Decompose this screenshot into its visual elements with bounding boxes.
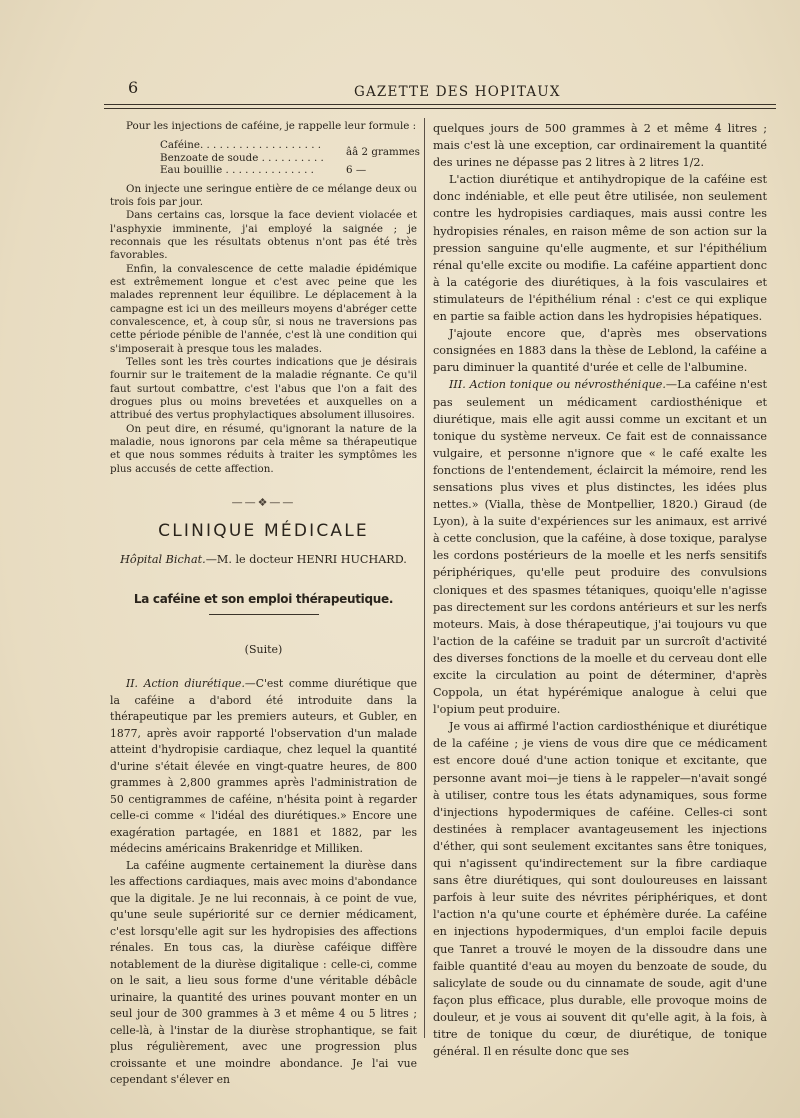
section-ornament: ——❖——: [231, 496, 296, 510]
paragraph: J'ajoute encore que, d'après mes observations consignées en 1883 dans la thèse de Leblond, la caféine a paru diminuer la quantité d'urée et celle de l'albumine.: [433, 327, 767, 375]
formula-row-cafeine: Caféine. . . . . . . . . . . . . . . . . . .: [160, 139, 322, 152]
paragraph: [433, 376, 767, 718]
article-title: La caféine et son emploi thérapeutique.: [133, 592, 394, 607]
formula-quantity-eau: 6 —: [346, 164, 367, 177]
paragraph: On peut dire, en résumé, qu'ignorant la nature de la maladie, nous ignorons par cela même sa thérapeutique et que nous sommes réduits à traiter les symptômes les plus accusés de cette affection.: [110, 422, 417, 475]
formula-quantity-shared: ââ 2 grammes: [346, 145, 420, 158]
paragraph: Dans certains cas, lorsque la face devient violacée et l'asphyxie imminente, j'ai employé la saignée ; je reconnais que les résultats obtenus n'ont pas été très favorables.: [110, 209, 417, 262]
doctor-name: —M. le docteur HENRI HUCHARD.: [205, 553, 407, 567]
header-rule-thin: [104, 108, 776, 109]
section-lead: III. Action tonique ou névrosthénique.: [449, 378, 666, 392]
paragraph: Enfin, la convalescence de cette maladie épidémique est extrêmement longue et c'est avec peine que les malades reprennent leur équilibre. Le déplacement à la campagne est ici un des meilleurs moyens d'abréger cette convalescence, et, à coup sûr, si nous ne traversions pas cette période pénible de l'année, c'est là une condition qui s'imposerait à presque tous les malades.: [110, 262, 417, 355]
hospital-line: [110, 553, 417, 566]
paragraph: quelques jours de 500 grammes à 2 et même 4 litres ; mais c'est là une exception, car ordinairement la quantité des urines ne dépasse pas 2 litres à 2 litres 1/2.: [433, 122, 767, 170]
paragraph: Telles sont les très courtes indications que je désirais fournir sur le traitement de la maladie régnante. Ce qu'il faut surtout combattre, c'est l'abus que l'on a fait des drogues plus ou moins brevetées et auxquelles on a attribué des vertus prophylactiques absolument illusoires.: [110, 356, 417, 422]
paragraph: [110, 676, 417, 858]
right-column: [433, 120, 767, 1060]
paragraph: La caféine augmente certainement la diurèse dans les affections cardiaques, mais avec moins d'abondance que la digitale. Je ne lui reconnais, à ce point de vue, qu'une seule supériorité sur ce dernier médicament, c'est lorsqu'elle agit sur les hydropisies des affections rénales. En tous cas, la diurèse caféique diffère notablement de la diurèse digitalique : celle-ci, comme on le sait, a lieu sous forme d'une véritable débâcle urinaire, la quantité des urines pouvant monter en un seul jour de 300 grammes à 3 et même 4 ou 5 litres ; celle-là, à l'instar de la diurèse strophantique, se fait plus régulièrement, avec une progression plus croissante et une moindre abondance. Je l'ai vue cependant s'élever en: [110, 858, 417, 1087]
column-divider: [424, 118, 425, 1038]
paragraph: Je vous ai affirmé l'action cardiosthénique et diurétique de la caféine ; je viens de vous dire que ce médicament est encore doué d'une action tonique et excitante, que personne avant moi—je tiens à le rappeler—n'avait songé à utiliser, contre tous les états adynamiques, sous forme d'injections hypodermiques de caféine. Celles-ci sont destinées à remplacer avantageusement les injections d'éther, qui sont seulement excitantes sans être toniques, qui n'agissent qu'indirectement sur la fibre cardiaque sans être diurétiques, qui sont douloureuses en laissant parfois à leur suite des névrites périphériques, et dont l'action n'a qu'une courte et éphémère durée. La caféine en injections hypodermiques, d'un emploi facile depuis que Tanret a trouvé le moyen de la dissoudre dans une faible quantité d'eau au moyen du benzoate de soude, du salicylate de soude ou du cinnamate de soude, agit d'une façon plus efficace, plus durable, elle provoque moins de douleur, et je vous ai souvent dit qu'elle agit, à la fois, à titre de tonique du cœur, de diurétique, de tonique général. Il en résulte donc que ses: [433, 720, 767, 1059]
formula-block: [160, 139, 420, 177]
formula-row-benzoate: Benzoate de soude . . . . . . . . . .: [160, 151, 324, 164]
paragraph: On injecte une seringue entière de ce mélange deux ou trois fois par jour.: [110, 182, 417, 208]
title-rule: [209, 614, 319, 615]
article-body-right: [433, 120, 767, 1060]
header-rule: [104, 104, 776, 105]
section-heading: CLINIQUE MÉDICALE: [158, 521, 369, 542]
section-lead: II. Action diurétique.: [126, 677, 245, 691]
page-number: 6: [128, 78, 139, 97]
hospital-name: Hôpital Bichat.: [120, 553, 206, 567]
paragraph-text: —C'est comme diurétique que la caféine a d'abord été introduite dans la thérapeutique par les premiers auteurs, et Gubler, en 1877, après avoir rapporté l'observation d'un malade atteint d'hydropisie cardiaque, chez lequel la quantité d'urine s'était élevée en vingt-quatre heures, de 800 grammes à 2,800 grammes après l'administration de 50 centigrammes de caféine, n'hésita point à regarder celle-ci comme « l'idéal des diurétiques.» Encore une exagération partagée, en 1881 et 1882, par les médecins américains Brakenridge et Milliken.: [110, 677, 417, 856]
article-body-left: [110, 676, 417, 1089]
formula-row-eau: Eau bouillie . . . . . . . . . . . . . .: [160, 164, 314, 177]
paragraph: L'action diurétique et antihydropique de la caféine est donc indéniable, et elle peut être utilisée, non seulement contre les hydropisies cardiaques, mais aussi contre les hydropisies rénales, en raison même de son action sur la pression sanguine qu'elle augmente, et sur l'épithélium rénal qu'elle excite ou modifie. La caféine appartient donc à la catégorie des diurétiques, à la fois vasculaires et stimulateurs de l'épithélium rénal : c'est ce qui explique en partie sa faible action dans les hydropisies hépatiques.: [433, 173, 767, 324]
suite-label: (Suite): [244, 643, 283, 657]
paragraph-text: —La caféine n'est pas seulement un médicament cardiosthénique et diurétique, mais elle agit aussi comme un excitant et un tonique du système nerveux. Ce fait est de connaissance vulgaire, et personne n'ignore que « le café exalte les fonctions de l'entendement, éclaircit la mémoire, rend les sensations plus vives et plus distinctes, les idées plus nettes.» (Vialla, thèse de Montpellier, 1820.) Giraud (de Lyon), à la suite d'expériences sur les animaux, est arrivé à cette conclusion, que la caféine, à dose toxique, paralyse les cordons postérieurs de la moelle et les nerfs sensitifs périphériques, qu'elle peut produire des convulsions cloniques et des spasmes tétaniques, quoiqu'elle n'agisse pas directement sur les cordons antérieurs et sur les nerfs moteurs. Mais, à dose thérapeutique, j'ai toujours vu que l'action de la caféine se traduit par un surcroît d'activité des diverses fonctions de la moelle et du cerveau dont elle excite la circulation au point de déterminer, d'après Coppola, un état hypérémique analogue à celui que l'opium peut produire.: [433, 378, 767, 717]
previous-article: [110, 120, 420, 476]
left-column: [110, 120, 420, 1089]
journal-title: GAZETTE DES HOPITAUX: [354, 84, 561, 100]
formula-intro: Pour les injections de caféine, je rappelle leur formule :: [126, 120, 417, 132]
